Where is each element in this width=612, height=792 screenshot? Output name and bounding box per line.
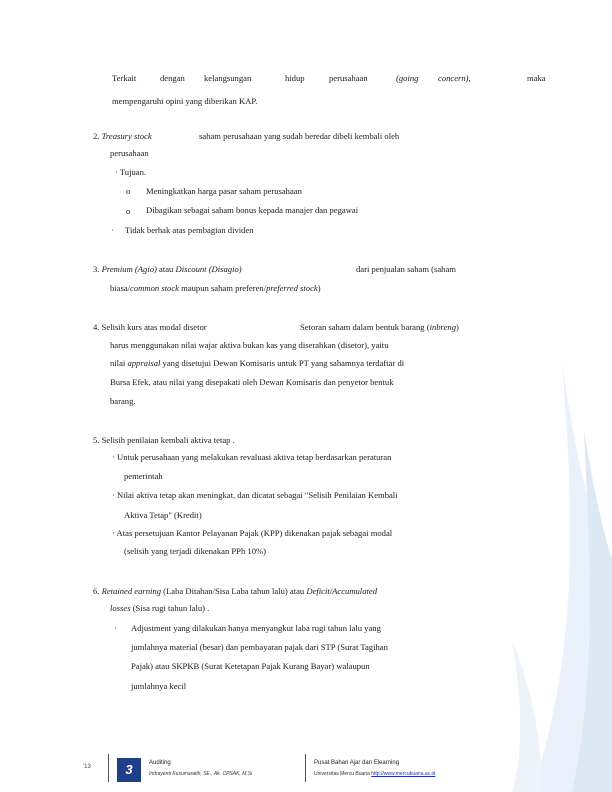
footer-author: Indrayenti Kusumaratih, SE., Ak. CPSAK, M.Si bbox=[149, 771, 253, 777]
section-4-heading: 4. Selisih kurs atas modal disetor bbox=[93, 322, 207, 332]
footer-course: Auditing bbox=[149, 760, 171, 766]
section-6-heading: 6. Retained earning (Laba Ditahan/Sisa Laba tahun lalu) atau Deficit/Accumulated bbox=[93, 586, 377, 596]
section-3-definition: dari penjualan saham (saham bbox=[356, 264, 456, 274]
paragraph-line: mempengaruhi opini yang diberikan KAP. bbox=[112, 96, 258, 106]
section-3-continuation: biasa/common stock maupun saham preferen/preferred stock) bbox=[110, 283, 321, 293]
section-2-definition: saham perusahaan yang sudah beredar dibeli kembali oleh bbox=[199, 131, 400, 141]
footer-divider bbox=[108, 754, 109, 782]
list-item-continuation: (selisih yang terjadi dikenakan PPh 10%) bbox=[124, 546, 267, 556]
paragraph-line: Bursa Efek, atau nilai yang disepakati oleh Dewan Komisaris dan penyetor bentuk bbox=[110, 377, 394, 387]
paragraph-line: jumlahnya material (besar) dan pembayaran pajak dari STP (Surat Tagihan bbox=[131, 642, 388, 652]
text-word: (going bbox=[396, 73, 419, 83]
paragraph-line: harus menggunakan nilai wajar aktiva bukan kas yang diserahkan (disetor), yaitu bbox=[110, 340, 389, 350]
bullet-dot-icon: · bbox=[111, 225, 114, 235]
list-item-continuation: Aktiva Tetap" (Kredit) bbox=[124, 510, 202, 520]
section-2-heading: 2. Treasury stock bbox=[93, 131, 152, 141]
text-word: kelangsungan bbox=[204, 73, 252, 83]
list-item: · Untuk perusahaan yang melakukan revaluasi aktiva tetap berdasarkan peraturan bbox=[112, 452, 392, 462]
footer-year-mark: '13 bbox=[83, 764, 91, 770]
footer-url-link[interactable]: http://www.mercubuana.ac.id bbox=[371, 771, 436, 777]
bullet-o-icon: o bbox=[126, 206, 131, 216]
bullet-dot-icon: · bbox=[114, 623, 117, 633]
section-3-heading: 3. Premium (Agio) atau Discount (Disagio) bbox=[93, 264, 242, 274]
footer-university: Universitas Mercu Buana http://www.mercubuana.ac.id bbox=[314, 771, 436, 777]
background-decoration bbox=[472, 0, 612, 792]
paragraph-line: barang. bbox=[110, 396, 136, 406]
text-word: maka bbox=[527, 73, 546, 83]
text-word: dengan bbox=[160, 73, 185, 83]
bullet-o-icon: o bbox=[126, 186, 131, 196]
list-item: Tidak berhak atas pembagian dividen bbox=[125, 225, 254, 235]
text-word: Terkait bbox=[112, 73, 137, 83]
paragraph-line: nilai appraisal yang disetujui Dewan Komisaris untuk PT yang sahamnya terdaftar di bbox=[110, 358, 405, 368]
section-6-continuation: losses (Sisa rugi tahun lalu) . bbox=[110, 603, 210, 613]
section-2-continuation: perusahaan bbox=[110, 148, 149, 158]
text-word: perusahaan bbox=[329, 73, 368, 83]
section-2-purpose-label: · Tujuan. bbox=[115, 167, 147, 177]
section-4-definition: Setoran saham dalam bentuk barang (inbreng) bbox=[300, 322, 459, 332]
footer-divider bbox=[305, 754, 306, 782]
list-item: Adjustment yang dilakukan hanya menyangkut laba rugi tahun lalu yang bbox=[131, 623, 381, 633]
list-item: · Atas persetujuan Kantor Pelayanan Pajak (KPP) dikenakan pajak sebagai modal bbox=[112, 528, 393, 538]
text-word: concern), bbox=[438, 73, 471, 83]
list-item: · Nilai aktiva tetap akan meningkat, dan dicatat sebagai "Selisih Penilaian Kembali bbox=[112, 490, 398, 500]
paragraph-line: Pajak) atau SKPKB (Surat Ketetapan Pajak Kurang Bayar) walaupun bbox=[131, 661, 370, 671]
footer-center-title: Pusat Bahan Ajar dan Elearning bbox=[314, 760, 400, 766]
list-item-continuation: pemerintah bbox=[124, 471, 163, 481]
section-5-heading: 5. Selisih penilaian kembali aktiva tetap . bbox=[93, 435, 235, 445]
page-number-badge: 3 bbox=[117, 758, 141, 782]
list-item: Dibagikan sebagai saham bonus kepada manajer dan pegawai bbox=[146, 205, 359, 215]
list-item: Meningkatkan harga pasar saham perusahaan bbox=[146, 186, 302, 196]
text-word: hidup bbox=[285, 73, 305, 83]
paragraph-line: jumlahnya kecil bbox=[131, 681, 187, 691]
